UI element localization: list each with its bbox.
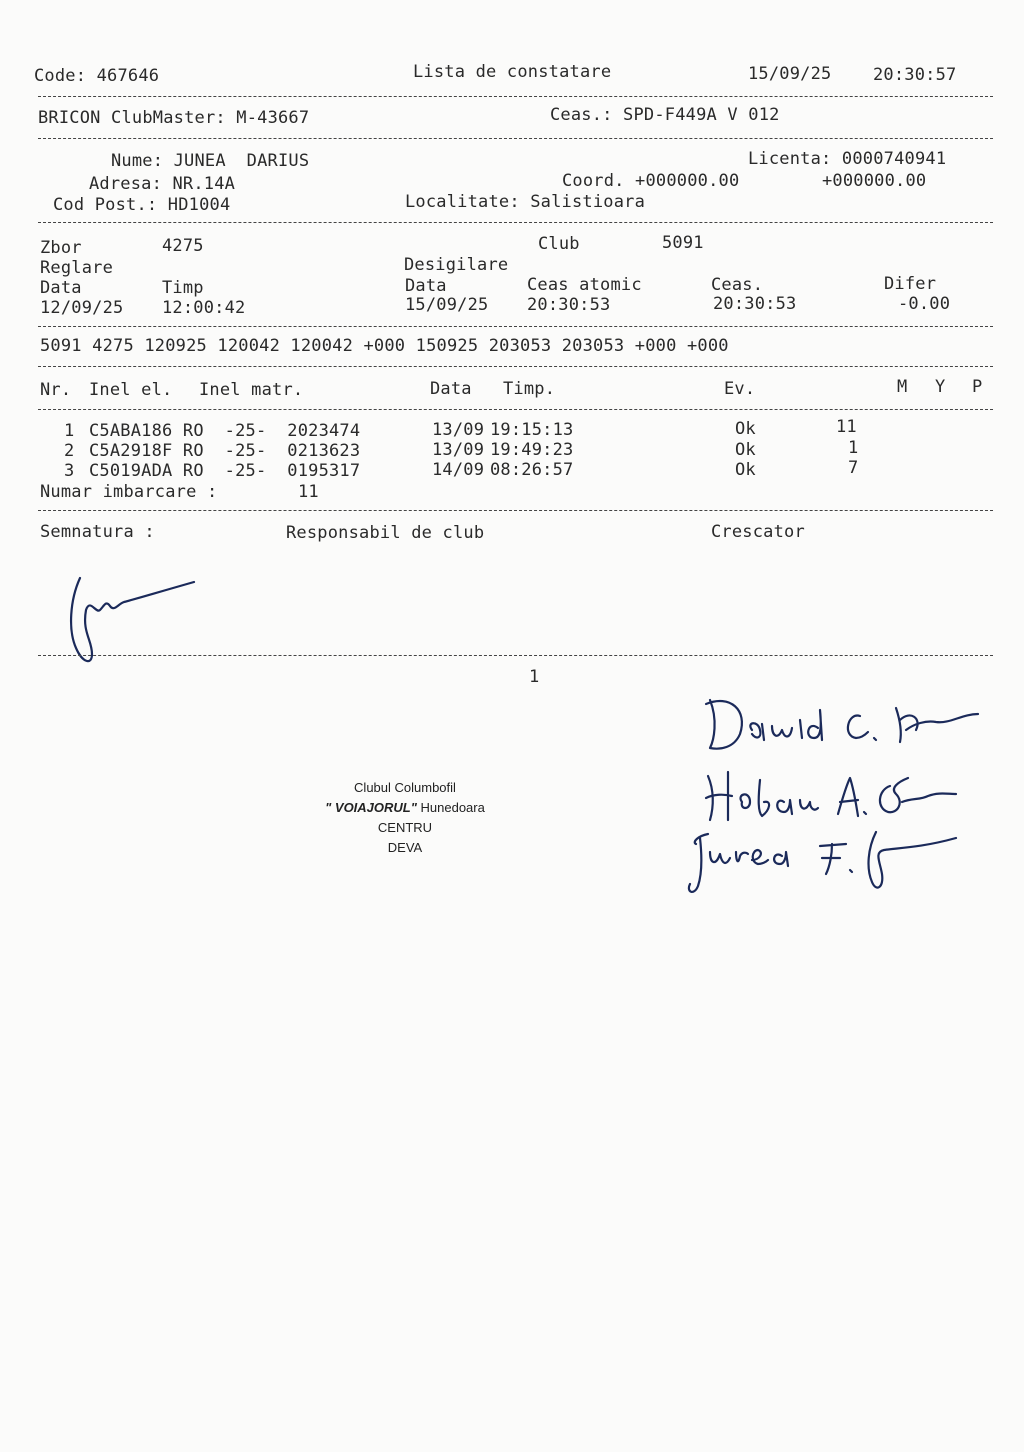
row-ev: Ok (735, 419, 756, 439)
col-inel-matr: Inel matr. (199, 380, 304, 400)
page-number: 1 (529, 667, 540, 687)
owner-license: Licenta: 0000740941 (748, 149, 947, 169)
row-ring: C5019ADA RO -25- 0195317 (89, 461, 361, 481)
signature-label: Semnatura : (40, 522, 155, 542)
stamp-line-4: DEVA (387, 840, 423, 855)
divider (38, 138, 993, 139)
zbor-label: Zbor (40, 238, 82, 258)
header-time: 20:30:57 (873, 65, 957, 85)
divider (38, 96, 993, 97)
reglare-data-label: Data (40, 278, 82, 298)
divider (38, 326, 993, 327)
clock-time: 20:30:53 (713, 294, 797, 314)
divider (38, 222, 993, 223)
row-nr: 2 (64, 441, 75, 461)
stamp-club-name: " VOIAJORUL" (325, 800, 417, 815)
owner-coord: Coord. +000000.00 (562, 171, 740, 191)
desig-data-label: Data (405, 276, 447, 296)
col-ev: Ev. (724, 379, 756, 399)
embark-label: Numar imbarcare : (40, 482, 218, 502)
reglare-timp-label: Timp (162, 278, 204, 298)
owner-name: Nume: JUNEA DARIUS (111, 151, 310, 171)
breeder-signature (62, 570, 212, 674)
atomic-clock-label: Ceas atomic (527, 275, 642, 295)
reglare-time: 12:00:42 (162, 298, 246, 318)
divider (38, 366, 993, 367)
owner-address: Adresa: NR.14A (89, 174, 236, 194)
handwritten-signature-1 (700, 690, 990, 764)
row-time: 19:49:23 (490, 440, 574, 460)
code-text: Code: 467646 (34, 66, 160, 86)
row-nr: 1 (64, 421, 75, 441)
encoded-line: 5091 4275 120925 120042 120042 +000 150925 203053 203053 +000 +000 (40, 336, 729, 356)
desig-date: 15/09/25 (405, 295, 489, 315)
difference-value: -0.00 (898, 294, 951, 314)
clock-id: Ceas.: SPD-F449A V 012 (550, 105, 780, 125)
stamp-line-1: Clubul Columbofil (354, 780, 456, 795)
divider (38, 510, 993, 511)
club-stamp (270, 778, 540, 858)
clubmaster-id: BRICON ClubMaster: M-43667 (38, 108, 310, 128)
row-m: 7 (848, 458, 859, 478)
row-nr: 3 (64, 461, 75, 481)
col-y: Y (935, 377, 946, 397)
row-m: 11 (836, 417, 857, 437)
owner-locality: Localitate: Salistioara (405, 192, 646, 212)
owner-coord-value: +000000.00 (822, 171, 927, 191)
col-timp: Timp. (503, 379, 556, 399)
row-ring: C5A2918F RO -25- 0213623 (89, 441, 361, 461)
col-nr: Nr. (40, 380, 72, 400)
document-title: Lista de constatare (413, 62, 612, 82)
stamp-city: Hunedoara (416, 800, 485, 815)
owner-postcode: Cod Post.: HD1004 (53, 195, 231, 215)
club-label: Club (538, 234, 580, 254)
divider (38, 655, 993, 656)
club-value: 5091 (662, 233, 704, 253)
reglare-date: 12/09/25 (40, 298, 124, 318)
desigilare-label: Desigilare (404, 255, 509, 275)
row-m: 1 (848, 438, 859, 458)
header-date: 15/09/25 (748, 64, 832, 84)
club-responsible-label: Responsabil de club (286, 523, 485, 543)
row-time: 08:26:57 (490, 460, 574, 480)
row-ev: Ok (735, 440, 756, 460)
breeder-label: Crescator (711, 522, 805, 542)
atomic-time: 20:30:53 (527, 295, 611, 315)
row-date: 14/09 (432, 460, 485, 480)
row-time: 19:15:13 (490, 420, 574, 440)
col-data: Data (430, 379, 472, 399)
col-inel-el: Inel el. (89, 380, 173, 400)
row-date: 13/09 (432, 420, 485, 440)
row-date: 13/09 (432, 440, 485, 460)
embark-value: 11 (298, 482, 319, 502)
row-ring: C5ABA186 RO -25- 2023474 (89, 421, 361, 441)
handwritten-signature-3 (680, 822, 970, 906)
stamp-line-3: CENTRU (377, 820, 433, 835)
stamp-line-2 (270, 798, 540, 818)
row-ev: Ok (735, 460, 756, 480)
reglare-label: Reglare (40, 258, 114, 278)
clock-label: Ceas. (711, 275, 764, 295)
col-m: M (897, 377, 908, 397)
zbor-value: 4275 (162, 236, 204, 256)
col-p: P (972, 377, 983, 397)
divider (38, 409, 993, 410)
difference-label: Difer (884, 274, 937, 294)
